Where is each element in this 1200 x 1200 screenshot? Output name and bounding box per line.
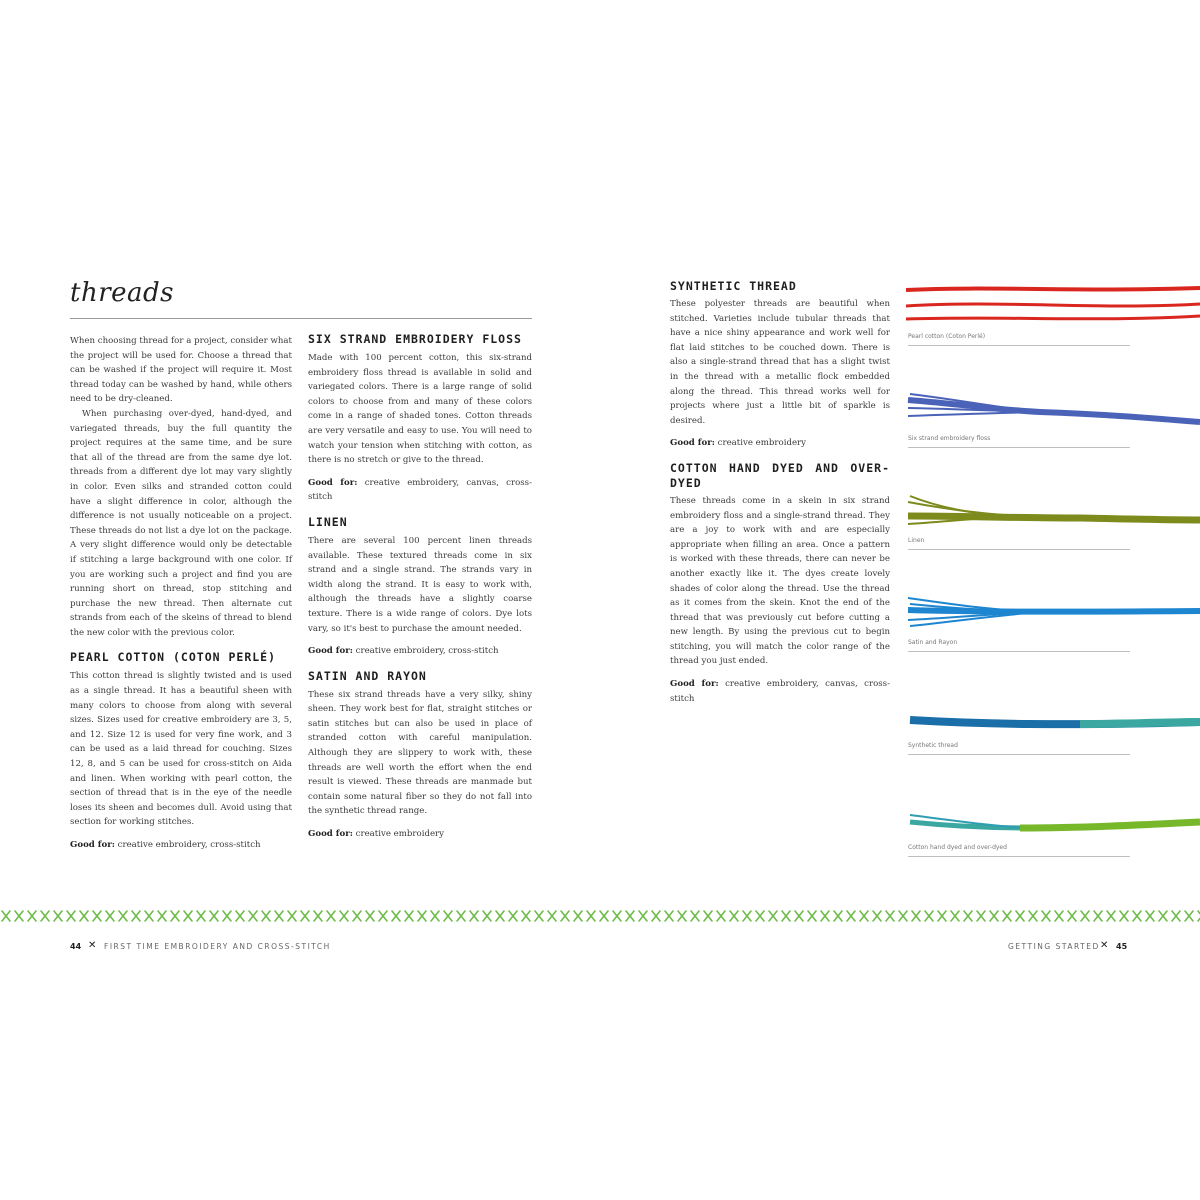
linen-swatch xyxy=(908,496,1200,524)
swatch-caption-3: Linen xyxy=(908,537,925,544)
caption-rule-4 xyxy=(908,651,1130,652)
cross-stitch-border xyxy=(0,908,1200,924)
hand-dyed-body: These threads come in a skein in six strand embroidery floss and a single-strand thread. They are a joy to work with and are especially appropriate when filling an area. Once a pattern is worked with these threads, there can never be another exactly like it. The dyes create lovely shades of color along the thread. Use the thread as it comes from the skein. Knot the end of the thread that was previously cut before cutting a new length. By using the previous cut to begin stitching, you will match the color range of the thread you just ended. xyxy=(670,495,890,667)
swatch-caption-4: Satin and Rayon xyxy=(908,639,958,646)
left-footer-title: FIRST TIME EMBROIDERY AND CROSS-STITCH xyxy=(104,942,331,951)
swatch-caption-5: Synthetic thread xyxy=(908,742,958,749)
satin-heading: SATIN AND RAYON xyxy=(308,668,427,683)
satin-rayon-swatch xyxy=(908,598,1200,626)
swatch-caption-2: Six strand embroidery floss xyxy=(908,435,991,442)
middle-column xyxy=(308,332,532,842)
caption-rule-3 xyxy=(908,549,1130,550)
right-footer-title: GETTING STARTED xyxy=(1008,942,1100,951)
synthetic-body: These polyester threads are beautiful when stitched. Varieties include tubular threads that have a nice shiny appearance and work well for flat laid stitches to be couched down. There is also a single-strand thread that has a slight twist in the thread with a metallic flock embedded along the thread. This thread works well for projects where just a little bit of sparkle is desired. xyxy=(670,299,890,426)
six-strand-body: Made with 100 percent cotton, this six-strand embroidery floss thread is available in solid and variegated colors. There is a large range of solid colors to choose from and many of these colors come in a range of shaded tones. Cotton threads are very versatile and easy to use. You will need to watch your tension when stitching with cotton, as there is no stretch or give to the thread. xyxy=(308,353,532,466)
swatch-caption-1: Pearl cotton (Coton Perlé) xyxy=(908,333,986,340)
hand-dyed-good-for: Good for: creative embroidery, canvas, cross-stitch xyxy=(670,679,890,704)
cross-icon-right: ✕ xyxy=(1100,940,1109,951)
six-strand-floss-swatch xyxy=(908,394,1200,422)
page-title: threads xyxy=(70,278,174,308)
intro-paragraph-2: When purchasing over-dyed, hand-dyed, and variegated threads, buy the full quantity the project requires at the same time, and be sure that all of the thread are from the same dye lot. threads from a different dye lot may vary slightly in color. Even silks and stranded cotton could have a slight difference in color, although the difference is not usually noticeable on a project. These threads do not list a dye lot on the package. A very slight difference would only be detectable if stitching a large background with one color. If you are working such a project and find you are running short on thread, stop stitching and purchase the new thread. Then alternate cut strands from each of the skeins of thread to blend the new color with the previous color. xyxy=(70,408,292,638)
pearl-good-for: Good for: creative embroidery, cross-stitch xyxy=(70,840,261,850)
six-strand-good-for: Good for: creative embroidery, canvas, cross-stitch xyxy=(308,477,532,503)
pearl-cotton-swatch xyxy=(906,288,1200,319)
synthetic-good-for: Good for: creative embroidery xyxy=(670,438,806,449)
swatch-caption-6: Cotton hand dyed and over-dyed xyxy=(908,844,1007,851)
thread-swatches xyxy=(900,270,1200,870)
synthetic-swatch xyxy=(910,720,1200,724)
caption-rule-6 xyxy=(908,856,1130,857)
satin-body: These six strand threads have a very silky, shiny sheen. They work best for flat, straight stitches or satin stitches but can also be used in place of stranded cotton with careful manipulation. Although they are slippery to work with, these threads are well worth the effort when the end result is viewed. These threads are manmade but contain some natural fiber so they do not fall into the synthetic thread range. xyxy=(308,689,532,817)
linen-good-for: Good for: creative embroidery, cross-stitch xyxy=(308,646,499,657)
hand-dyed-heading: COTTON HAND DYED AND OVER-DYED xyxy=(670,460,890,490)
caption-rule-5 xyxy=(908,754,1130,755)
left-page-number: 44 xyxy=(70,942,82,951)
linen-heading: LINEN xyxy=(308,514,348,529)
six-strand-heading: SIX STRAND EMBROIDERY FLOSS xyxy=(308,332,522,346)
left-column xyxy=(70,334,292,853)
caption-rule-1 xyxy=(908,345,1130,346)
hand-dyed-swatch xyxy=(910,815,1200,828)
cross-icon-left: ✕ xyxy=(88,940,97,951)
synthetic-heading: SYNTHETIC THREAD xyxy=(670,279,797,293)
title-divider xyxy=(70,318,532,319)
pearl-body: This cotton thread is slightly twisted and is used as a single thread. It has a beautiful sheen with many colors to choose from along with several sizes. Sizes used for creative embroidery are 3, 5, and 12. Size 12 is used for very fine work, and 3 can be used as a laid thread for couching. Sizes 12, 8, and 5 can be used for cross-stitch on Aida and linen. When working with pearl cotton, the section of thread that is in the eye of the needle loses its sheen and becomes dull. Avoid using that section for working stitches. xyxy=(70,671,292,828)
right-column xyxy=(670,279,890,706)
pearl-heading: PEARL COTTON (COTON PERLÉ) xyxy=(70,650,277,665)
right-page-number: 45 xyxy=(1116,942,1128,951)
intro-paragraph-1: When choosing thread for a project, consider what the project will be used for. Choose a thread that can be washed if the project will require it. Most thread today can be washed by hand, while others need to be dry-cleaned. xyxy=(70,336,292,405)
caption-rule-2 xyxy=(908,447,1130,448)
satin-good-for: Good for: creative embroidery xyxy=(308,829,444,840)
linen-body: There are several 100 percent linen threads available. These textured threads come in six strand and a single strand. The strands vary in width along the strand. It is easy to work with, although the threads have a slightly coarse texture. There is a wide range of colors. Dye lots vary, so it's best to purchase the amount needed. xyxy=(308,535,532,634)
